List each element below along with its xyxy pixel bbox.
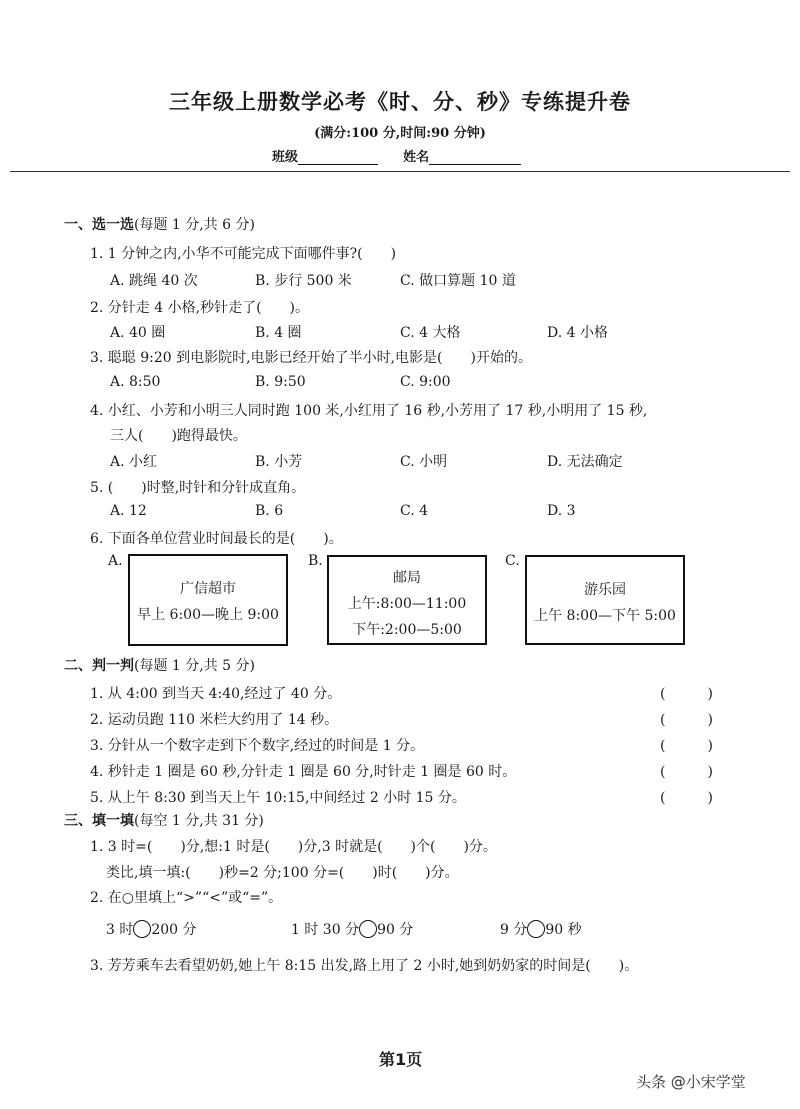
- box-c-name: 游乐园: [584, 582, 626, 598]
- compare-left: 1 时 30 分: [291, 922, 360, 938]
- option-c: C. 9:00: [400, 374, 451, 390]
- section-3-title: 三、填一填: [64, 813, 134, 829]
- judge-question-4: 4. 秒针走 1 圈是 60 秒,分针走 1 圈是 60 分,时针走 1 圈是 60 时。: [90, 764, 517, 780]
- compare-item-1: [106, 919, 197, 939]
- judge-question-5: 5. 从上午 8:30 到当天上午 10:15,中间经过 2 小时 15 分。: [90, 790, 466, 806]
- fill-question-1: 1. 3 时=( )分,想:1 时是( )分,3 时就是( )个( )分。: [90, 839, 497, 855]
- page-number: 第1页: [379, 1050, 423, 1069]
- option-a: A. 40 圈: [110, 325, 166, 341]
- box-a-name: 广信超市: [180, 581, 236, 597]
- question-1-2: 2. 分针走 4 小格,秒针走了( )。: [90, 300, 309, 316]
- judge-answer-4[interactable]: ( ): [660, 764, 713, 780]
- option-a: A. 12: [110, 503, 147, 519]
- section-3-heading: [64, 810, 264, 830]
- option-c: C. 做口算题 10 道: [400, 273, 516, 289]
- judge-question-3: 3. 分针从一个数字走到下个数字,经过的时间是 1 分。: [90, 738, 425, 754]
- judge-answer-2[interactable]: ( ): [660, 712, 713, 728]
- exam-subtitle: (满分:100 分,时间:90 分钟): [314, 126, 486, 141]
- student-info-fields: [272, 146, 521, 165]
- compare-right: 200 分: [151, 922, 197, 938]
- box-a-letter: A.: [108, 553, 123, 569]
- option-d: D. 4 小格: [547, 325, 608, 341]
- option-c: C. 小明: [400, 454, 448, 470]
- name-label: 姓名: [403, 150, 430, 165]
- compare-item-3: [500, 919, 582, 939]
- name-blank[interactable]: [429, 150, 521, 165]
- exam-title: 三年级上册数学必考《时、分、秒》专练提升卷: [169, 89, 631, 114]
- judge-question-2: 2. 运动员跑 110 米栏大约用了 14 秒。: [90, 712, 339, 728]
- box-c-hours: 上午 8:00—下午 5:00: [534, 608, 676, 624]
- question-1-4-cont: 三人( )跑得最快。: [110, 428, 247, 444]
- box-b-name: 邮局: [393, 570, 421, 586]
- compare-circle-2[interactable]: [359, 920, 377, 938]
- question-1-3: 3. 聪聪 9:20 到电影院时,电影已经开始了半小时,电影是( )开始的。: [90, 350, 532, 366]
- question-1-1: 1. 1 分钟之内,小华不可能完成下面哪件事?( ): [90, 246, 397, 262]
- option-c: C. 4 大格: [400, 325, 461, 341]
- header-divider: [10, 171, 790, 172]
- compare-right: 90 分: [377, 922, 414, 938]
- fill-question-3: 3. 芳芳乘车去看望奶奶,她上午 8:15 出发,路上用了 2 小时,她到奶奶家的时间是( )。: [90, 958, 639, 974]
- box-b-hours-pm: 下午:2:00—5:00: [352, 622, 462, 638]
- section-1-heading: [64, 214, 255, 234]
- judge-question-1: 1. 从 4:00 到当天 4:40,经过了 40 分。: [90, 686, 342, 702]
- box-b-hours-am: 上午:8:00—11:00: [347, 596, 467, 612]
- business-hours-box-b: [327, 555, 487, 645]
- compare-item-2: [291, 919, 413, 939]
- option-c: C. 4: [400, 503, 429, 519]
- judge-answer-5[interactable]: ( ): [660, 790, 713, 806]
- option-a: A. 8:50: [110, 374, 161, 390]
- option-b: B. 9:50: [255, 374, 306, 390]
- option-d: D. 3: [547, 503, 576, 519]
- section-1-title: 一、选一选: [64, 217, 134, 233]
- box-b-letter: B.: [308, 553, 323, 569]
- compare-circle-1[interactable]: [133, 920, 151, 938]
- question-1-4: 4. 小红、小芳和小明三人同时跑 100 米,小红用了 16 秒,小芳用了 17 秒,小明用了 15 秒,: [90, 403, 648, 419]
- section-2-heading: [64, 655, 255, 675]
- class-blank[interactable]: [298, 150, 378, 165]
- box-c-letter: C.: [505, 553, 520, 569]
- option-a: A. 跳绳 40 次: [110, 273, 198, 289]
- business-hours-box-a: [128, 554, 288, 646]
- compare-circle-3[interactable]: [527, 920, 545, 938]
- question-1-6: 6. 下面各单位营业时间最长的是( )。: [90, 531, 343, 547]
- box-a-hours: 早上 6:00—晚上 9:00: [137, 607, 279, 623]
- section-3-note: (每空 1 分,共 31 分): [134, 813, 264, 829]
- question-1-5: 5. ( )时整,时针和分针成直角。: [90, 480, 306, 496]
- compare-right: 90 秒: [545, 922, 582, 938]
- judge-answer-3[interactable]: ( ): [660, 738, 713, 754]
- business-hours-box-c: [525, 555, 685, 645]
- watermark: 头条 @小宋学堂: [636, 1073, 746, 1091]
- fill-question-1-analogy: 类比,填一填:( )秒=2 分;100 分=( )时( )分。: [106, 865, 459, 881]
- compare-left: 3 时: [106, 922, 134, 938]
- section-2-note: (每题 1 分,共 5 分): [134, 658, 255, 674]
- fill-question-2: 2. 在○里填上“>”“<”或“=”。: [90, 890, 283, 906]
- option-b: B. 4 圈: [255, 325, 302, 341]
- compare-left: 9 分: [500, 922, 528, 938]
- option-d: D. 无法确定: [547, 454, 623, 470]
- option-b: B. 步行 500 米: [255, 273, 352, 289]
- class-label: 班级: [272, 150, 299, 165]
- judge-answer-1[interactable]: ( ): [660, 686, 713, 702]
- option-b: B. 小芳: [255, 454, 303, 470]
- option-a: A. 小红: [110, 454, 158, 470]
- section-1-note: (每题 1 分,共 6 分): [134, 217, 255, 233]
- section-2-title: 二、判一判: [64, 658, 134, 674]
- option-b: B. 6: [255, 503, 284, 519]
